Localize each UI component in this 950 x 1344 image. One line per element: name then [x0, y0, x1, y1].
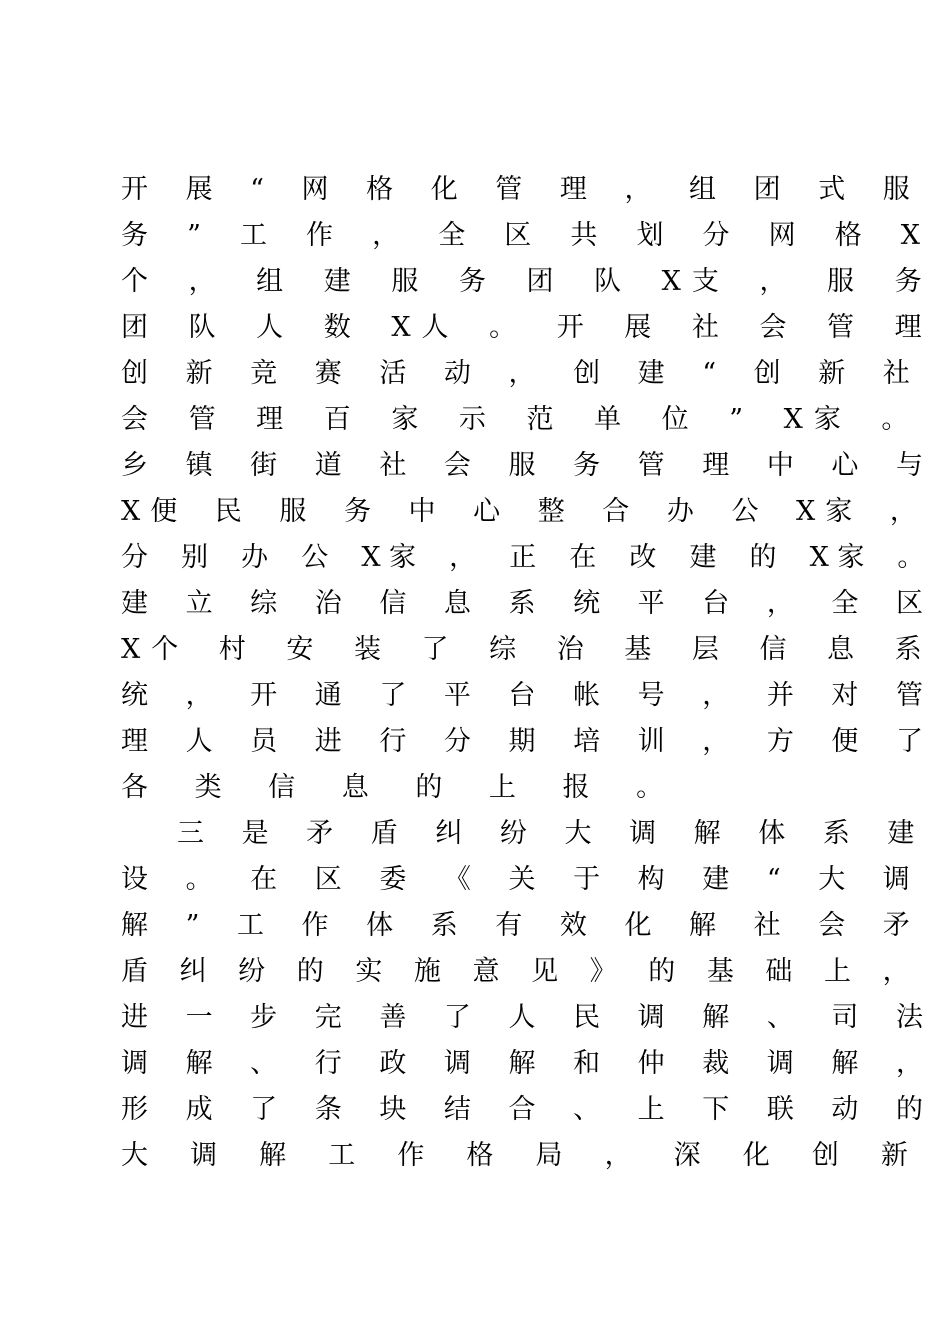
text-line-2: 务 ” 工 作 ， 全 区 共 划 分 网 格 X [121, 220, 931, 251]
text-line-11: X个 村 安 装 了 综 治 基 层 信 息 系 [121, 634, 933, 665]
text-line-3: 个 ， 组 建 服 务 团 队 X支 ， 服 务 [121, 266, 933, 297]
text-line-22: 大 调 解 工 作 格 局 ， 深 化 创 新 [121, 1140, 920, 1171]
text-line-8: X便 民 服 务 中 心 整 合 办 公 X家 ， [121, 496, 927, 527]
text-line-17: 解 ” 工 作 体 系 有 效 化 解 社 会 矛 [121, 910, 920, 941]
text-line-21: 形 成 了 条 块 结 合 、 上 下 联 动 的 [121, 1094, 933, 1125]
text-line-14: 各 类 信 息 的 上 报 。 [121, 772, 677, 803]
text-line-10: 建 立 综 治 信 息 系 统 平 台 ， 全 区 [121, 588, 933, 619]
text-line-4: 团 队 人 数 X人 。 开 展 社 会 管 理 [121, 312, 933, 343]
text-line-9: 分 别 办 公 X家 ， 正 在 改 建 的 X家 。 [121, 542, 933, 573]
text-line-12: 统 ， 开 通 了 平 台 帐 号 ， 并 对 管 [121, 680, 933, 711]
text-line-19: 进 一 步 完 善 了 人 民 调 解 、 司 法 [121, 1002, 933, 1033]
text-line-1: 开 展 “ 网 格 化 管 理 ， 组 团 式 服 [121, 174, 920, 205]
text-line-18: 盾 纠 纷 的 实 施 意 见 》 的 基 础 上 ， [121, 956, 918, 987]
text-line-6: 会 管 理 百 家 示 范 单 位 ” X家 。 [121, 404, 920, 435]
text-line-16: 设 。 在 区 委 《 关 于 构 建 “ 大 调 [121, 864, 920, 895]
text-line-5: 创 新 竞 赛 活 动 ， 创 建 “ 创 新 社 [121, 358, 920, 389]
text-line-15: 三 是 矛 盾 纠 纷 大 调 解 体 系 建 [177, 818, 925, 849]
text-line-20: 调 解 、 行 政 调 解 和 仲 裁 调 解 ， [121, 1048, 933, 1079]
text-line-13: 理 人 员 进 行 分 期 培 训 ， 方 便 了 [121, 726, 933, 757]
text-line-7: 乡 镇 街 道 社 会 服 务 管 理 中 心 与 [121, 450, 933, 481]
